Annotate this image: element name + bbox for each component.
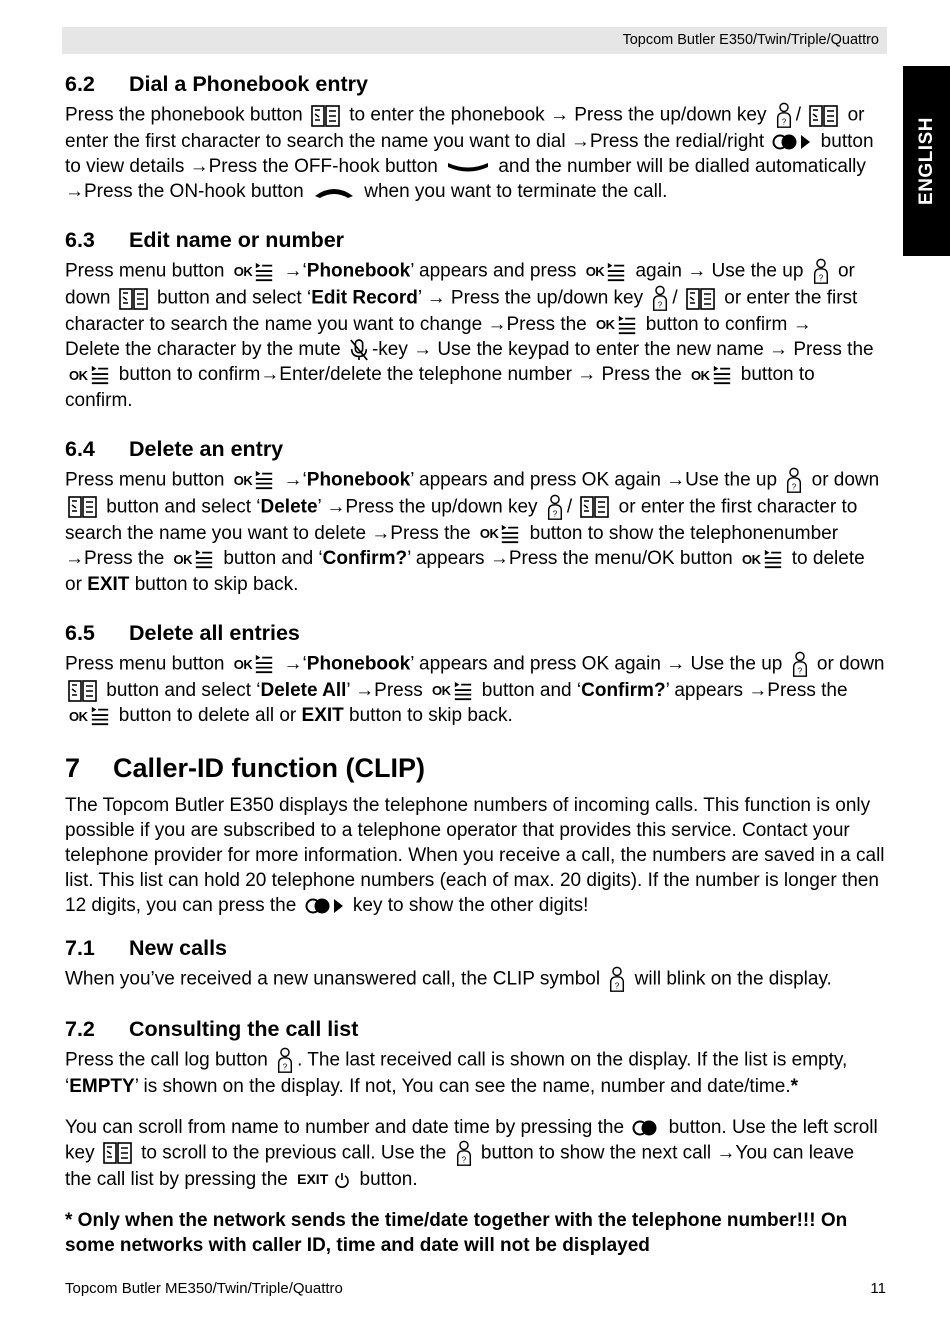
section-6-3-heading: 6.3 Edit name or number — [65, 228, 345, 252]
mute-icon — [349, 338, 369, 362]
section-6-2-heading: 6.2 Dial a Phonebook entry — [65, 72, 368, 96]
phonebook-icon — [119, 288, 149, 310]
section-6-5-text: Press menu button OK →‘Phonebook’ appears and press OK again → Use the up or down button and select ‘Delete All’ →Press OK button and ‘Confirm?’ appears →Press the OK button to delete all or EXIT button to skip back. — [65, 651, 885, 729]
ok-menu-icon: OK — [69, 363, 110, 388]
ok-menu-icon: OK — [480, 521, 521, 546]
phonebook-icon — [809, 105, 839, 127]
phonebook-icon — [103, 1142, 133, 1164]
ok-menu-icon: OK — [691, 363, 732, 388]
up-call-log-icon — [791, 651, 809, 678]
phonebook-icon — [311, 105, 341, 127]
phonebook-icon — [580, 496, 610, 518]
ok-menu-icon: OK — [174, 547, 215, 572]
ok-menu-icon: OK — [596, 312, 637, 337]
ok-menu-icon: OK — [432, 678, 473, 703]
ok-menu-icon: OK — [69, 704, 110, 729]
phonebook-icon — [68, 680, 98, 702]
up-call-log-icon — [651, 285, 669, 312]
ok-menu-icon: OK — [234, 652, 275, 677]
footnote: * Only when the network sends the time/date together with the telephone number!!! On some networks with caller ID, time and date will not be displayed — [65, 1210, 848, 1257]
phonebook-icon — [68, 496, 98, 518]
section-7-2-heading: 7.2 Consulting the call list — [65, 1016, 359, 1041]
section-7-2-text-1: Press the call log button . The last received call is shown on the display. If the list is empty, ‘EMPTY’ is shown on the display. If not, You can see the name, number and date/time.* — [65, 1047, 885, 1099]
language-tab-label: ENGLISH — [915, 117, 937, 205]
on-hook-icon — [312, 184, 356, 200]
header-bar — [62, 27, 887, 54]
language-tab — [903, 66, 950, 256]
ok-menu-icon: OK — [234, 259, 275, 284]
section-7-2-text-2: You can scroll from name to number and date time by pressing the button. Use the left scroll key to scroll to the previous call. Use the button to show the next call →You can leave the call list by pressing the EXIT button. — [65, 1115, 885, 1192]
call-log-icon — [276, 1047, 294, 1074]
redial-icon — [632, 1118, 660, 1138]
section-6-2-text: Press the phonebook button to enter the phonebook → Press the up/down key / or enter the first character to search the name you want to dial →Press the redial/right button to view details →Press the OFF-hook button and the number will be dialled automatically →Press the ON-hook button when you want to terminate the call. — [65, 102, 885, 204]
section-7-heading: 7 Caller-ID function (CLIP) — [65, 752, 425, 783]
redial-right-icon — [305, 896, 345, 916]
exit-icon: EXIT — [297, 1167, 350, 1192]
section-6-4-heading: 6.4 Delete an entry — [65, 436, 284, 461]
section-7-1-heading: 7.1 New calls — [65, 935, 227, 960]
section-6-4-text: Press menu button OK →‘Phonebook’ appears and press OK again →Use the up or down button and select ‘Delete’ →Press the up/down key / or enter the first character to search the name you want to delete →Press the OK button to show the telephonenumber →Press the OK button and ‘Confirm?’ appears →Press the menu/OK button OK to delete or EXIT button to skip back. — [65, 467, 885, 597]
clip-symbol-icon — [608, 966, 626, 993]
phonebook-icon — [686, 288, 716, 310]
footer-title: Topcom Butler ME350/Twin/Triple/Quattro — [65, 1280, 343, 1297]
section-6-5-heading: 6.5 Delete all entries — [65, 620, 300, 645]
up-call-log-icon — [546, 494, 564, 521]
up-call-log-icon — [775, 102, 793, 129]
call-log-icon — [455, 1140, 473, 1167]
manual-content — [65, 70, 885, 1258]
header-title: Topcom Butler E350/Twin/Triple/Quattro — [622, 32, 879, 48]
ok-menu-icon: OK — [586, 259, 627, 284]
ok-menu-icon: OK — [234, 468, 275, 493]
redial-right-icon — [772, 132, 812, 152]
section-6-3-text: Press menu button OK →‘Phonebook’ appears and press OK again → Use the up or down button and select ‘Edit Record’ → Press the up/down key / or enter the first character to search the name you want to change →Press the OK button to confirm → Delete the character by the mute -key → Use the keypad to enter the new name → Press the OK button to confirm→Enter/delete the telephone number → Press the OK button to confirm. — [65, 258, 885, 413]
section-7-1-text: When you’ve received a new unanswered call, the CLIP symbol will blink on the display. — [65, 966, 885, 993]
up-call-log-icon — [785, 467, 803, 494]
section-7-text: The Topcom Butler E350 displays the telephone numbers of incoming calls. This function is only possible if you are subscribed to a telephone operator that provides this service. Contact your telephone provider for more information. When you receive a call, the numbers are saved in a call list. This list can hold 20 telephone numbers (each of max. 20 digits). If the number is longer then 12 digits, you can press the key to show the other digits! — [65, 794, 885, 916]
page-number: 11 — [870, 1280, 886, 1297]
ok-menu-icon: OK — [742, 547, 783, 572]
off-hook-icon — [446, 160, 490, 174]
up-call-log-icon — [812, 258, 830, 285]
